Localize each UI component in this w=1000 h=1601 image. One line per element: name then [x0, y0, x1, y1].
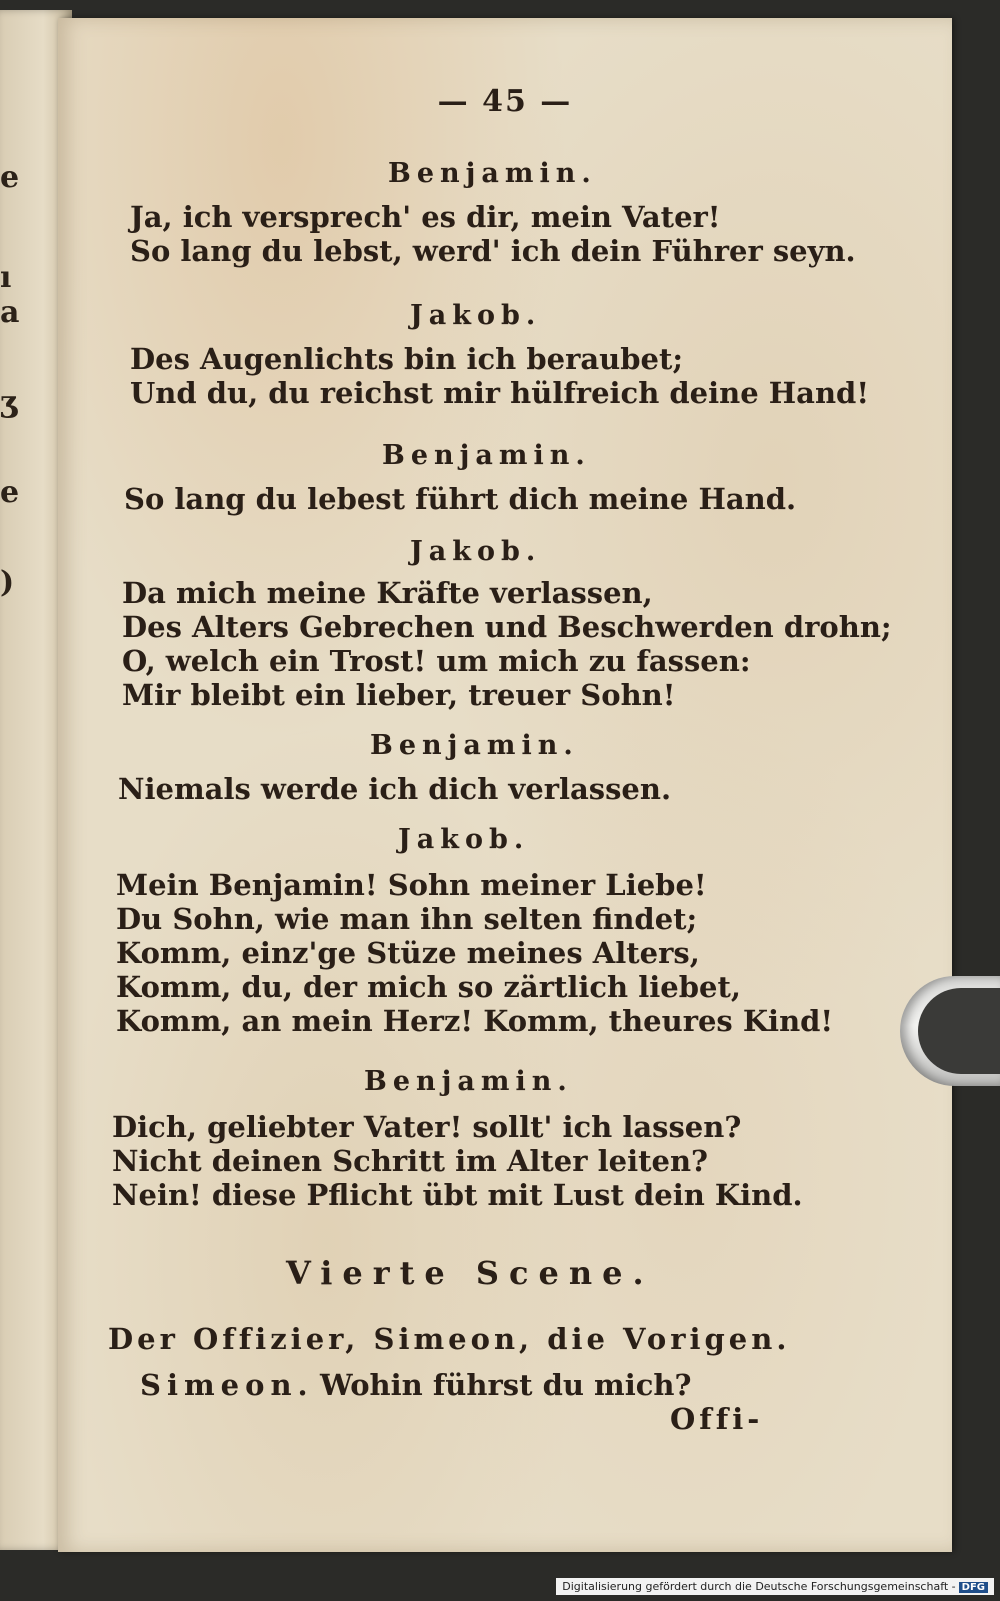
- left-page-fragment: a: [0, 295, 20, 330]
- verse-line: Dich, geliebter Vater! sollt' ich lassen?: [112, 1110, 742, 1144]
- verse-line: Mein Benjamin! Sohn meiner Liebe!: [116, 868, 707, 902]
- speaker-heading: Benjamin.: [370, 730, 579, 761]
- catchword: Offi-: [670, 1402, 764, 1436]
- footer-text: Digitalisierung gefördert durch die Deutsche Forschungsgemeinschaft -: [562, 1580, 956, 1593]
- speaker-heading: Benjamin.: [364, 1066, 573, 1097]
- speaker-heading: Jakob.: [410, 536, 542, 567]
- page-number: — 45 —: [437, 84, 573, 119]
- verse-line: Da mich meine Kräfte verlassen,: [122, 576, 653, 610]
- verse-line: So lang du lebst, werd' ich dein Führer seyn.: [130, 234, 856, 268]
- speaker-heading: Jakob.: [398, 824, 530, 855]
- verse-line: Komm, einz'ge Stüze meines Alters,: [116, 936, 700, 970]
- verse-line: Komm, an mein Herz! Komm, theures Kind!: [116, 1004, 834, 1038]
- verse-line: Komm, du, der mich so zärtlich liebet,: [116, 970, 741, 1004]
- verse-line: Ja, ich versprech' es dir, mein Vater!: [130, 200, 721, 234]
- left-page-fragment: e: [0, 475, 20, 510]
- verse-line: Des Augenlichts bin ich beraubet;: [130, 342, 684, 376]
- verse-line: Niemals werde ich dich verlassen.: [118, 772, 672, 806]
- verse-line: Mir bleibt ein lieber, treuer Sohn!: [122, 678, 676, 712]
- verse-line: Du Sohn, wie man ihn selten findet;: [116, 902, 698, 936]
- bookmark-clip: [900, 976, 1000, 1086]
- left-page-fragment: ): [0, 565, 15, 600]
- dfg-logo: DFG: [959, 1582, 988, 1593]
- footer-credit: [556, 1578, 994, 1595]
- book-page: [58, 18, 952, 1552]
- verse-line: Nein! diese Pflicht übt mit Lust dein Kind.: [112, 1178, 803, 1212]
- speaker-heading: Simeon.: [140, 1368, 314, 1402]
- verse-line: Des Alters Gebrechen und Beschwerden drohn;: [122, 610, 892, 644]
- scene-title: Vierte Scene.: [286, 1254, 654, 1292]
- left-page-fragment: e: [0, 160, 20, 195]
- left-page-fragment: ʒ: [0, 385, 18, 420]
- verse-line: Wohin führst du mich?: [320, 1368, 692, 1402]
- speaker-heading: Jakob.: [410, 300, 542, 331]
- verse-line: So lang du lebest führt dich meine Hand.: [124, 482, 797, 516]
- verse-line: Und du, du reichst mir hülfreich deine Hand!: [130, 376, 870, 410]
- speaker-heading: Benjamin.: [388, 158, 597, 189]
- verse-line: Nicht deinen Schritt im Alter leiten?: [112, 1144, 709, 1178]
- left-page-fragment: ı: [0, 260, 12, 295]
- scene-cast: Der Offizier, Simeon, die Vorigen.: [108, 1322, 791, 1356]
- verse-line: O, welch ein Trost! um mich zu fassen:: [122, 644, 751, 678]
- speaker-heading: Benjamin.: [382, 440, 591, 471]
